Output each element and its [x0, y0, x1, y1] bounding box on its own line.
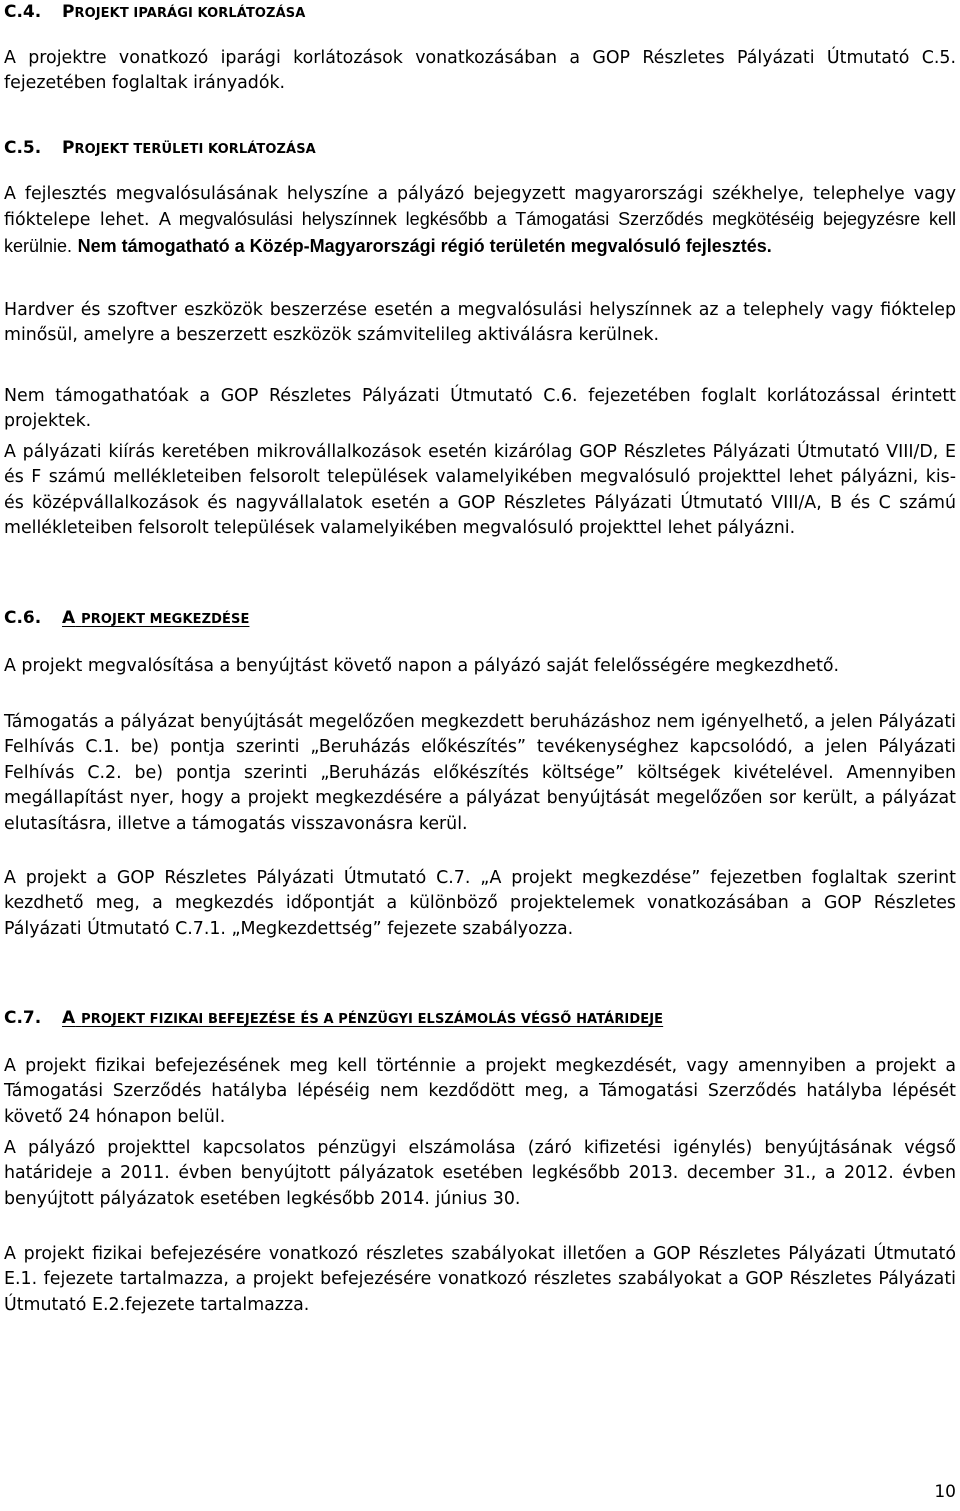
- paragraph: Nem támogathatóak a GOP Részletes Pályázati Útmutató C.6. fejezetében foglalt korlátozással érintett projektek.: [4, 386, 956, 432]
- section-title: ROJEKT TERÜLETI KORLÁTOZÁSA: [74, 142, 316, 157]
- paragraph: [4, 182, 956, 260]
- section-number: C.7.: [4, 1008, 42, 1028]
- section-title: ROJEKT IPARÁGI KORLÁTOZÁSA: [74, 6, 306, 21]
- paragraph: Támogatás a pályázat benyújtását megelőzően megkezdett beruházáshoz nem igényelhető, a jelen Pályázati Felhívás C.1. be) pontja szerinti „Beruházás előkészítés” tevékenységhez kapcsolódó, a jelen Pályázati Felhívás C.2. be) pontja szerinti „Beruházás előkészítés költsége” költségek kivételével. Amennyiben megállapítást nyer, hogy a projekt megkezdésére a pályázat benyújtását megelőzően sor került, a pályázat elutasításra, illetve a támogatás visszavonásra kerül.: [4, 712, 956, 834]
- section-heading-c4: [4, 0, 305, 26]
- section-title-initial: A: [62, 1008, 76, 1028]
- emphasis-text: Nem támogatható a Közép-Magyarországi régió területén megvalósuló fejlesztés.: [77, 235, 772, 256]
- section-title-initial: P: [62, 138, 75, 158]
- paragraph: A projekt megvalósítása a benyújtást követő napon a pályázó saját felelősségére megkezdhető.: [4, 656, 840, 676]
- paragraph: A projekt fizikai befejezésének meg kell történnie a projekt megkezdését, vagy amennyiben a projekt a Támogatási Szerződés hatályba lépéséig nem kezdődött meg, a Támogatási Szerződés hatályba lépését követő 24 hónapon belül.: [4, 1056, 956, 1127]
- section-title-initial: A: [62, 608, 76, 628]
- paragraph: A projektre vonatkozó iparági korlátozások vonatkozásában a GOP Részletes Pályázati Útmutató C.5. fejezetében foglaltak irányadók.: [4, 48, 956, 94]
- paragraph: A projekt a GOP Részletes Pályázati Útmutató C.7. „A projekt megkezdése” fejezetben foglaltak szerint kezdhető meg, a megkezdés időpontját a különböző projektelemek vonatkozásában a GOP Részletes Pályázati Útmutató C.7.1. „Megkezdettség” fejezete szabályozza.: [4, 868, 956, 939]
- paragraph: A projekt fizikai befejezésére vonatkozó részletes szabályokat illetően a GOP Részletes Pályázati Útmutató E.1. fejezete tartalmazza, a projekt befejezésére vonatkozó részletes szabályokat a GOP Részletes Pályázati Útmutató E.2.fejezete tartalmazza.: [4, 1244, 956, 1315]
- section-title: PROJEKT MEGKEZDÉSE: [81, 612, 250, 627]
- paragraph: A pályázati kiírás keretében mikrovállalkozások esetén kizárólag GOP Részletes Pályázati Útmutató VIII/D, E és F számú mellékleteiben felsorolt települések valamelyikében megvalósuló projekttel lehet pályázni, kis- és középvállalkozások és nagyvállalatok esetén a GOP Részletes Pályázati Útmutató VIII/A, B és C számú mellékleteiben felsorolt települések valamelyikében megvalósuló projekttel lehet pályázni.: [4, 442, 956, 539]
- page-number: 10: [934, 1482, 956, 1502]
- paragraph: Hardver és szoftver eszközök beszerzése esetén a megvalósulási helyszínnek az a telephely vagy fióktelep minősül, amelyre a beszerzett eszközök számvitelileg aktiválásra kerülnek.: [4, 300, 956, 346]
- section-number: C.4.: [4, 2, 42, 22]
- section-heading-c6: [4, 606, 249, 632]
- section-number: C.5.: [4, 138, 42, 158]
- section-title: PROJEKT FIZIKAI BEFEJEZÉSE ÉS A PÉNZÜGYI ELSZÁMOLÁS VÉGSŐ HATÁRIDEJE: [81, 1012, 664, 1027]
- paragraph: A pályázó projekttel kapcsolatos pénzügyi elszámolása (záró kifizetési igénylés) benyújtásának végső határideje a 2011. évben benyújtott pályázatok esetében legkésőbb 2013. december 31., a 2012. évben benyújtott pályázatok esetében legkésőbb 2014. június 30.: [4, 1138, 956, 1209]
- section-title-initial: P: [62, 2, 75, 22]
- paragraph-text: A fejlesztés megvalósulásának helyszíne a pályázó bejegyzett magyarországi székhelye, telephelye vagy fióktelepe lehet.: [4, 184, 956, 231]
- section-heading-c7: [4, 1006, 663, 1032]
- paragraph-text: A megvalósulási helyszínnek legkésőbb a Támogatási Szerződés megkötéséig bejegyzésre kell kerülnie.: [4, 209, 956, 256]
- section-number: C.6.: [4, 608, 42, 628]
- section-heading-c5: [4, 136, 316, 162]
